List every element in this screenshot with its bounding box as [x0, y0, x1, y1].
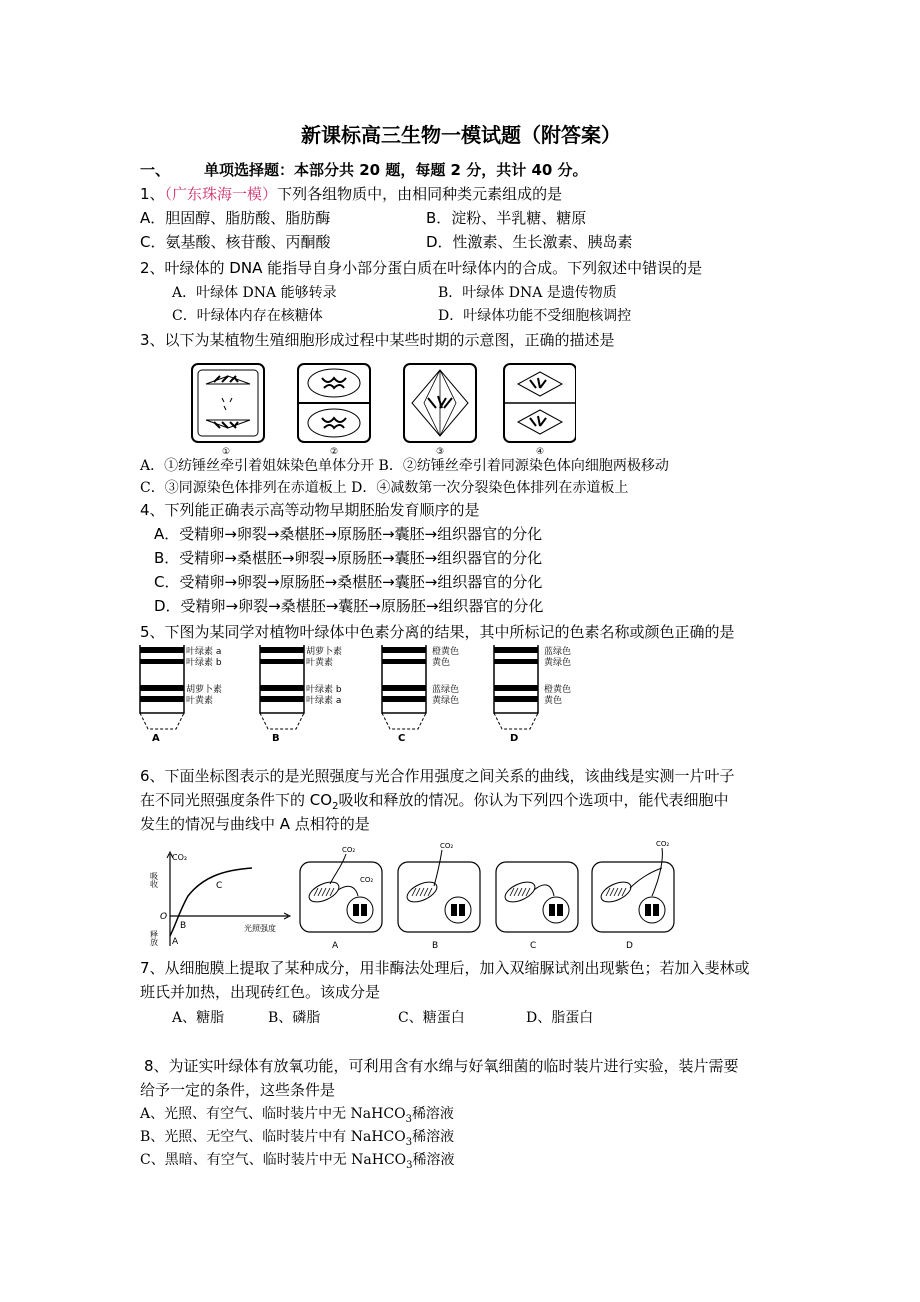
q2-option-b: B．叶绿体 DNA 是遗传物质: [438, 285, 617, 301]
q7-line-2: 班氏并加热，出现砖红色。该成分是: [140, 983, 381, 1001]
q1-source: （广东珠海一模）: [164, 185, 278, 203]
q8-b-subscript: 3: [405, 1136, 413, 1148]
graph-y-absorb-label: 吸收: [149, 872, 159, 888]
strip-a-band-2: 叶绿素 b: [186, 658, 222, 668]
q8-a-text: A、光照、有空气、临时装片中无 NaHCO: [140, 1106, 406, 1122]
q8-option-c: [140, 1150, 455, 1170]
meiosis-cell-4: [504, 364, 576, 442]
q8-b-suffix: 稀溶液: [412, 1129, 455, 1145]
q6-line-3: 发生的情况与曲线中 A 点相符的是: [140, 815, 370, 833]
q7-option-b: B、磷脂: [268, 1010, 321, 1026]
cell-option-b: [398, 842, 480, 951]
q7-option-d: D、脂蛋白: [526, 1010, 594, 1026]
q6-line-2-part-1: 在不同光照强度条件下的 CO: [140, 791, 333, 809]
cell-option-a: [300, 846, 382, 951]
strip-a-band-4: 叶黄素: [186, 696, 214, 706]
q4-stem: 4、下列能正确表示高等动物早期胚胎发育顺序的是: [140, 501, 480, 519]
q6-line-2-part-2: 吸收和释放的情况。你认为下列四个选项中，能代表细胞中: [338, 791, 729, 809]
strip-d-label: D: [510, 733, 519, 744]
strip-b-band-4: 叶绿素 a: [306, 696, 342, 706]
graph-origin-label: O: [160, 912, 168, 922]
chromatography-figure: [138, 645, 608, 745]
cell-a-co2-out: CO₂: [342, 846, 356, 854]
strip-d-band-1: 蓝绿色: [544, 647, 572, 657]
strip-b-band-1: 胡萝卜素: [306, 647, 343, 657]
cell-c-label: C: [530, 941, 537, 951]
q8-a-suffix: 稀溶液: [411, 1106, 454, 1122]
q8-a-subscript: 3: [405, 1113, 412, 1125]
section-number: 一、: [140, 161, 171, 179]
cell-a-co2-in: CO₂: [360, 876, 374, 884]
q4-option-a: A．受精卵→卵裂→桑椹胚→原肠胚→囊胚→组织器官的分化: [154, 525, 543, 543]
cell-b-label: B: [432, 941, 439, 951]
cell-d-co2: CO₂: [656, 840, 670, 848]
meiosis-cell-1: [192, 364, 264, 442]
q8-option-b: [140, 1127, 454, 1147]
graph-x-label: 光照强度: [244, 924, 276, 933]
q5-stem: 5、下图为某同学对植物叶绿体中色素分离的结果，其中所标记的色素名称或颜色正确的是: [140, 623, 735, 641]
q2-option-d: D．叶绿体功能不受细胞核调控: [438, 308, 632, 324]
q4-option-d: D．受精卵→卵裂→桑椹胚→囊胚→原肠胚→组织器官的分化: [154, 597, 544, 615]
q1-stem: [140, 184, 562, 204]
q8-option-a: [140, 1104, 454, 1124]
graph-point-b: B: [180, 921, 187, 931]
q8-line-2: 给予一定的条件，这些条件是: [140, 1081, 336, 1099]
graph-y-release-label: 释放: [149, 930, 159, 946]
strip-d-band-3: 橙黄色: [544, 685, 572, 695]
q2-stem: 2、叶绿体的 DNA 能指导自身小部分蛋白质在叶绿体内的合成。下列叙述中错误的是: [140, 259, 703, 277]
graph-y-top-label: CO₂: [172, 853, 188, 862]
q2-option-c: C．叶绿体内存在核糖体: [172, 308, 323, 324]
strip-a: [140, 645, 222, 744]
strip-c-band-1: 橙黄色: [432, 647, 460, 657]
q1-option-c: C．氨基酸、核苷酸、丙酮酸: [140, 233, 331, 251]
q6-line-2: [140, 790, 728, 810]
q2-option-a: A．叶绿体 DNA 能够转录: [172, 285, 337, 301]
cell-b-co2: CO₂: [440, 842, 454, 850]
q1-option-a: A．胆固醇、脂肪酸、脂肪酶: [140, 209, 331, 227]
strip-b: [260, 645, 342, 744]
q3-stem: 3、以下为某植物生殖细胞形成过程中某些时期的示意图，正确的描述是: [140, 331, 615, 349]
q7-option-c: C、糖蛋白: [398, 1010, 465, 1026]
q6-line-1: 6、下面坐标图表示的是光照强度与光合作用强度之间关系的曲线，该曲线是实测一片叶子: [140, 767, 735, 785]
strip-c-band-2: 黄色: [432, 658, 451, 668]
q7-line-1: 7、从细胞膜上提取了某种成分，用非酶法处理后，加入双缩脲试剂出现紫色；若加入斐林或: [140, 959, 750, 977]
q1-number: 1、: [140, 185, 165, 203]
graph-point-c: C: [216, 881, 223, 891]
q3-options-cd: C．③同源染色体排列在赤道板上 D．④减数第一次分裂染色体排列在赤道板上: [140, 480, 629, 496]
strip-c-label: C: [398, 733, 406, 744]
q1-stem-text: 下列各组物质中，由相同种类元素组成的是: [277, 185, 563, 203]
strip-c-band-4: 黄绿色: [432, 696, 460, 706]
q6-line-2-subscript: 2: [332, 801, 339, 812]
meiosis-label-3: ③: [435, 447, 445, 456]
strip-b-band-2: 叶黄素: [306, 658, 334, 668]
q4-option-c: C．受精卵→卵裂→原肠胚→桑椹胚→囊胚→组织器官的分化: [154, 573, 543, 591]
q3-options-ab: A．①纺锤丝牵引着姐妹染色单体分开 B．②纺锤丝牵引着同源染色体向细胞两极移动: [140, 458, 669, 474]
cell-a-label: A: [332, 941, 339, 951]
meiosis-figure: [186, 362, 576, 456]
graph-point-a: A: [172, 937, 179, 947]
strip-a-band-1: 叶绿素 a: [186, 647, 222, 657]
strip-d-band-2: 黄绿色: [544, 658, 572, 668]
photosynthesis-figure: [148, 840, 688, 952]
strip-a-band-3: 胡萝卜素: [186, 685, 223, 695]
q8-c-text: C、黑暗、有空气、临时装片中无 NaHCO: [140, 1152, 407, 1168]
strip-b-band-3: 叶绿素 b: [306, 685, 342, 695]
strip-a-label: A: [152, 733, 160, 744]
strip-d-band-4: 黄色: [544, 696, 563, 706]
q8-c-subscript: 3: [406, 1159, 413, 1171]
cell-d-label: D: [626, 941, 633, 951]
q8-c-suffix: 稀溶液: [412, 1152, 455, 1168]
strip-d: [494, 645, 571, 744]
meiosis-cell-2: [298, 364, 370, 442]
section-heading: [140, 160, 588, 180]
strip-c: [382, 645, 459, 744]
q1-option-b: B．淀粉、半乳糖、糖原: [426, 209, 587, 227]
section-text: 单项选择题：本部分共 20 题，每题 2 分，共计 40 分。: [204, 161, 588, 179]
q8-b-text: B、光照、无空气、临时装片中有 NaHCO: [140, 1129, 406, 1145]
light-curve-graph: [150, 852, 291, 947]
cell-option-c: [496, 862, 578, 951]
meiosis-label-1: ①: [221, 447, 231, 456]
cell-option-d: [592, 840, 674, 951]
meiosis-cell-3: [404, 364, 476, 442]
q8-line-1: 8、为证实叶绿体有放氧功能，可利用含有水绵与好氧细菌的临时装片进行实验，装片需要: [144, 1057, 739, 1075]
q4-option-b: B．受精卵→桑椹胚→卵裂→原肠胚→囊胚→组织器官的分化: [154, 549, 543, 567]
page-title: 新课标高三生物一模试题（附答案）: [301, 123, 621, 147]
q7-option-a: A、糖脂: [172, 1010, 225, 1026]
meiosis-label-4: ④: [535, 447, 545, 456]
q1-option-d: D．性激素、生长激素、胰岛素: [426, 233, 633, 251]
strip-b-label: B: [272, 733, 280, 744]
meiosis-label-2: ②: [329, 447, 339, 456]
strip-c-band-3: 蓝绿色: [432, 685, 460, 695]
